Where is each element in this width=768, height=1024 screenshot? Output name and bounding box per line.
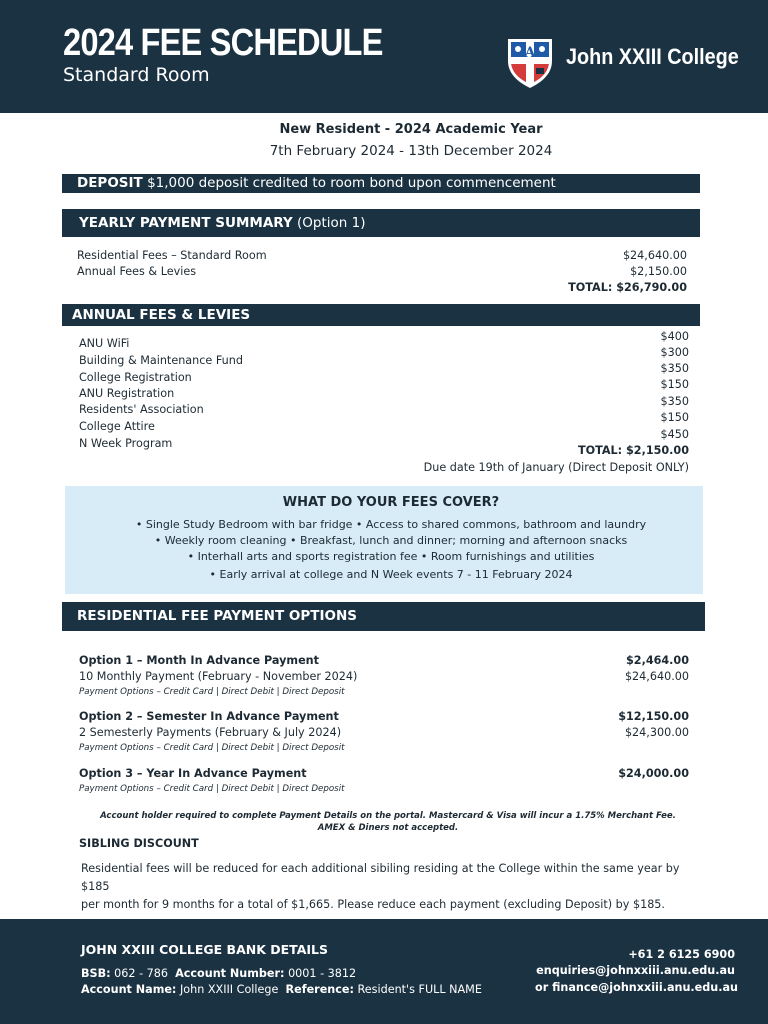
fees-cover-line: • Weekly room cleaning • Breakfast, lunch and dinner; morning and afternoon snacks (154, 534, 628, 547)
page-title: 2024 FEE SCHEDULE (63, 22, 383, 64)
deposit-label: DEPOSIT (77, 175, 143, 191)
bsb-line (81, 967, 356, 980)
fees-cover-line: • Single Study Bedroom with bar fridge • Access to shared commons, bathroom and laundry (135, 518, 647, 531)
intro-dates: 7th February 2024 - 13th December 2024 (269, 143, 553, 159)
option2-amount: $12,150.00 (618, 710, 689, 723)
page-header (0, 0, 768, 113)
svg-text:A: A (524, 45, 536, 61)
yearly-row-label: Residential Fees – Standard Room (77, 249, 267, 262)
option2-title: Option 2 – Semester In Advance Payment (79, 710, 339, 723)
fee-item-value: $350 (660, 362, 689, 375)
option2-methods: Payment Options – Credit Card | Direct Debit | Direct Deposit (79, 743, 345, 753)
phone-number[interactable]: +61 2 6125 6900 (628, 948, 735, 961)
fees-cover-line: • Interhall arts and sports registration fee • Room furnishings and utilities (187, 550, 595, 563)
fee-item-value: $300 (660, 346, 689, 359)
option2-desc: 2 Semesterly Payments (February & July 2024) (79, 726, 342, 739)
bsb-value: 062 - 786 (114, 967, 169, 980)
college-name: John XXIII College (566, 44, 739, 69)
account-name-line (81, 983, 482, 996)
option1-title: Option 1 – Month In Advance Payment (79, 654, 319, 667)
payment-options-heading-label: RESIDENTIAL FEE PAYMENT OPTIONS (77, 608, 357, 624)
fees-cover-box (65, 486, 703, 594)
option3-amount: $24,000.00 (618, 767, 689, 780)
sibling-text (81, 860, 701, 914)
yearly-row-value: $24,640.00 (622, 249, 687, 262)
fee-item-value: $350 (660, 395, 689, 408)
fee-item-label: College Registration (79, 371, 192, 384)
annual-heading-label: ANNUAL FEES & LEVIES (72, 307, 251, 323)
annual-due-date: Due date 19th of January (Direct Deposit ONLY) (423, 461, 689, 474)
reference-label: Reference: (285, 983, 354, 996)
annual-fees-heading (62, 304, 700, 326)
option1-desc-amount: $24,640.00 (624, 670, 689, 683)
yearly-heading-suffix: (Option 1) (297, 215, 366, 231)
option2-desc-amount: $24,300.00 (624, 726, 689, 739)
fees-cover-heading: WHAT DO YOUR FEES COVER? (282, 495, 500, 510)
merchant-fee-note: Account holder required to complete Payment Details on the portal. Mastercard & Visa will incur a 1.75% Merchant Fee. (100, 811, 676, 821)
sibling-heading: SIBLING DISCOUNT (79, 837, 199, 850)
reference-value: Resident's FULL NAME (357, 983, 482, 996)
college-crest-icon (504, 33, 556, 89)
annual-total: TOTAL: $2,150.00 (577, 444, 689, 457)
bank-heading: JOHN XXIII COLLEGE BANK DETAILS (81, 942, 329, 957)
option1-amount: $2,464.00 (626, 654, 689, 667)
deposit-bar (62, 174, 700, 193)
page-subtitle: Standard Room (63, 64, 210, 86)
account-name-label: Account Name: (81, 983, 177, 996)
option1-desc: 10 Monthly Payment (February - November 2024) (79, 670, 358, 683)
yearly-heading-label: YEARLY PAYMENT SUMMARY (79, 215, 293, 231)
account-number-value: 0001 - 3812 (288, 967, 357, 980)
finance-email-link[interactable]: or finance@johnxxiii.anu.edu.au (535, 981, 738, 994)
option3-title: Option 3 – Year In Advance Payment (79, 767, 307, 780)
fee-item-label: ANU WiFi (79, 337, 130, 350)
enquiries-email-link[interactable]: enquiries@johnxxiii.anu.edu.au (536, 964, 735, 977)
fee-item-value: $400 (660, 330, 689, 343)
fee-item-label: College Attire (79, 420, 155, 433)
yearly-total: TOTAL: $26,790.00 (568, 281, 687, 294)
amex-note: AMEX & Diners not accepted. (317, 823, 459, 833)
bsb-label: BSB: (81, 967, 111, 980)
account-name-value: John XXIII College (179, 983, 279, 996)
fee-item-label: N Week Program (79, 437, 173, 450)
fee-item-value: $450 (660, 428, 689, 441)
yearly-summary-heading (62, 209, 700, 237)
option3-methods: Payment Options – Credit Card | Direct Debit | Direct Deposit (79, 784, 345, 794)
intro-title: New Resident - 2024 Academic Year (279, 122, 543, 137)
sibling-line: per month for 9 months for a total of $1,665. Please reduce each payment (excluding Deposit) by $185. (81, 898, 665, 911)
option1-methods: Payment Options – Credit Card | Direct Debit | Direct Deposit (79, 687, 345, 697)
deposit-text: $1,000 deposit credited to room bond upon commencement (147, 175, 556, 191)
fees-cover-line: • Early arrival at college and N Week events 7 - 11 February 2024 (209, 568, 573, 581)
fee-item-label: Residents' Association (79, 403, 204, 416)
account-number-label: Account Number: (175, 967, 285, 980)
sibling-line: Residential fees will be reduced for each additional sibiling residing at the College within the same year by $185 (81, 862, 680, 893)
fee-item-label: Building & Maintenance Fund (79, 354, 243, 367)
yearly-row-label: Annual Fees & Levies (77, 265, 197, 278)
yearly-row-value: $2,150.00 (630, 265, 687, 278)
fee-item-value: $150 (660, 378, 689, 391)
bank-details-footer (0, 919, 768, 1024)
fee-item-value: $150 (660, 411, 689, 424)
payment-options-heading (62, 602, 705, 631)
fee-item-label: ANU Registration (79, 387, 175, 400)
